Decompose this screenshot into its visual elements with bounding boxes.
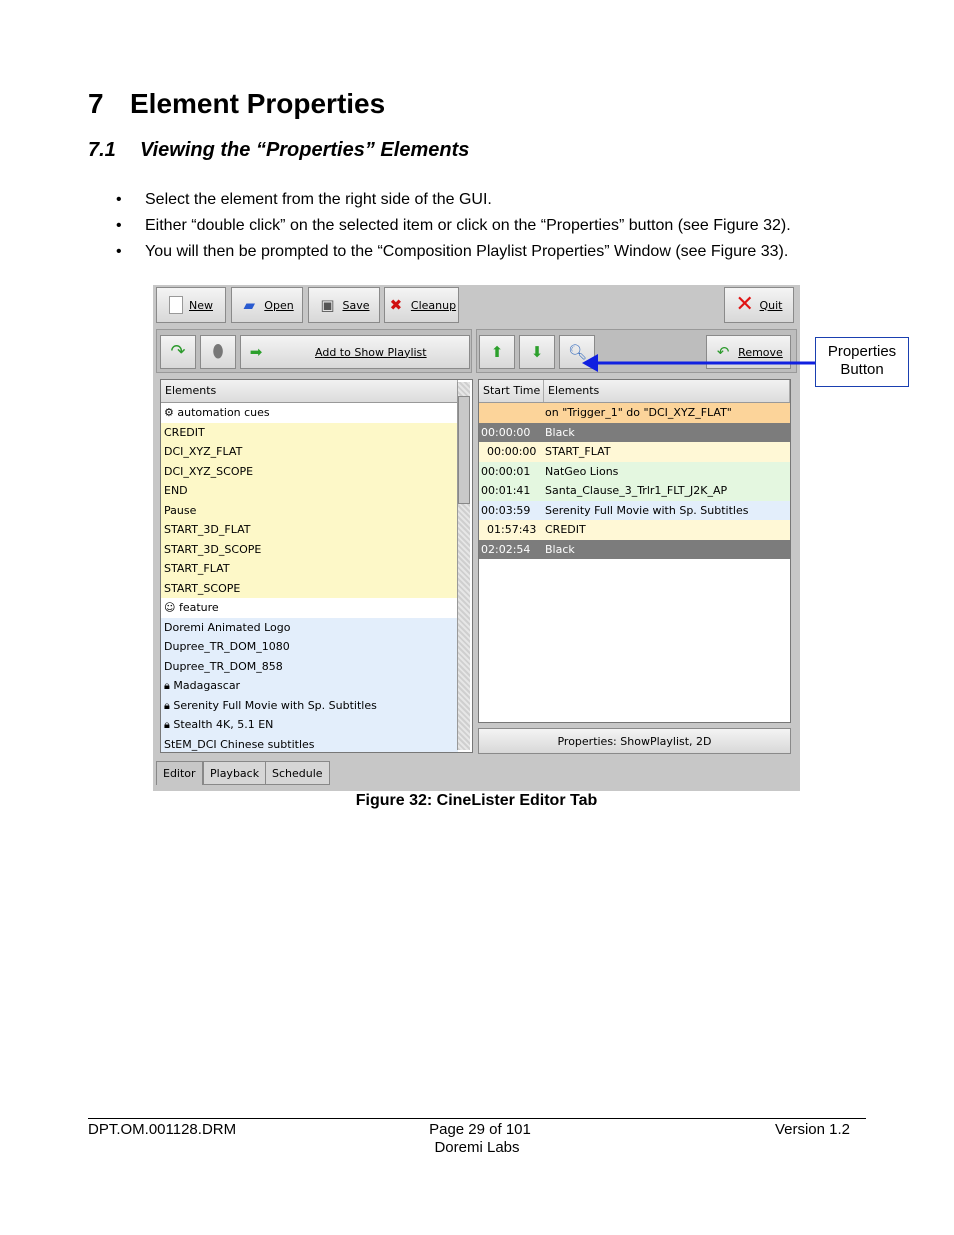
footer-page: Page 29 of 101 [429, 1121, 531, 1138]
open-button[interactable]: ▰ Open [231, 287, 303, 323]
tab-schedule[interactable]: Schedule [265, 761, 330, 785]
table-row[interactable]: 00:00:01 NatGeo Lions [479, 462, 790, 482]
properties-status-bar: Properties: ShowPlaylist, 2D [478, 728, 791, 754]
gear-icon: ⚙ [164, 406, 178, 419]
remove-button[interactable]: ↶ Remove [706, 335, 791, 369]
list-item[interactable]: Pause [161, 501, 458, 521]
instruction-list [116, 189, 791, 267]
lock-icon: 🔒︎ [164, 679, 174, 692]
list-item[interactable]: START_FLAT [161, 559, 458, 579]
subsection-number: 7.1 [88, 139, 116, 161]
list-item[interactable]: ⚙ automation cues [161, 403, 458, 423]
erase-icon: ⬮ [212, 341, 224, 362]
list-item[interactable]: DCI_XYZ_FLAT [161, 442, 458, 462]
refresh-button[interactable] [160, 335, 196, 369]
table-row[interactable]: 00:01:41 Santa_Clause_3_Trlr1_FLT_J2K_AP [479, 481, 790, 501]
save-button[interactable]: ▣ Save [308, 287, 380, 323]
list-item[interactable]: START_3D_SCOPE [161, 540, 458, 560]
move-down-button[interactable] [519, 335, 555, 369]
playlist-header: Start Time Elements [479, 380, 790, 403]
scrollbar-thumb[interactable] [458, 396, 470, 504]
cleanup-button[interactable]: ✖ Cleanup [384, 287, 459, 323]
lock-icon: 🔒︎ [164, 718, 174, 731]
remove-arrow-icon: ↶ [716, 343, 730, 361]
subsection-heading [88, 139, 469, 162]
footer-company: Doremi Labs [434, 1139, 520, 1156]
magnifier-icon: 🔍︎ [568, 343, 588, 361]
list-item[interactable]: 🔒︎ Madagascar [161, 676, 458, 696]
open-folder-icon: ▰ [243, 296, 256, 314]
list-item[interactable]: END [161, 481, 458, 501]
footer-doc-id: DPT.OM.001128.DRM [88, 1121, 237, 1138]
quit-button[interactable]: ✕ Quit [724, 287, 794, 323]
tab-editor[interactable]: Editor [156, 761, 203, 785]
section-heading [88, 88, 385, 120]
bullet-item: • Select the element from the right side of the GUI. [116, 189, 791, 215]
list-item[interactable]: START_3D_FLAT [161, 520, 458, 540]
list-item[interactable]: 🔒︎ Stealth 4K, 5.1 EN [161, 715, 458, 735]
table-row[interactable]: 00:03:59 Serenity Full Movie with Sp. Subtitles [479, 501, 790, 521]
elements-scrollbar[interactable] [457, 382, 470, 750]
table-row[interactable]: 00:00:00 START_FLAT [479, 442, 790, 462]
elements-list-header: Elements [161, 380, 458, 403]
footer-rule [88, 1118, 866, 1119]
section-title: Element Properties [130, 88, 386, 119]
smiley-icon: ☺ [164, 601, 179, 614]
floppy-disk-icon: ▣ [320, 296, 335, 314]
properties-callout: Properties Button [815, 337, 909, 387]
table-row[interactable]: on "Trigger_1" do "DCI_XYZ_FLAT" [479, 403, 790, 423]
lock-icon: 🔒︎ [164, 698, 174, 712]
new-document-icon [169, 296, 183, 314]
cleanup-elements-button[interactable] [200, 335, 236, 369]
cleanup-icon: ✖ [389, 296, 403, 314]
section-number: 7 [88, 88, 104, 119]
up-arrow-icon: ⬆ [490, 343, 504, 361]
show-playlist-list [478, 379, 791, 723]
add-to-show-playlist-button[interactable]: ➡ Add to Show Playlist [240, 335, 470, 369]
list-item[interactable]: Doremi Animated Logo [161, 618, 458, 638]
list-item[interactable]: Dupree_TR_DOM_858 [161, 657, 458, 677]
elements-list [160, 379, 473, 753]
figure-caption: Figure 32: CineLister Editor Tab [355, 792, 598, 809]
refresh-arrow-icon: ↷ [170, 341, 186, 362]
list-item[interactable]: START_SCOPE [161, 579, 458, 599]
quit-x-icon: ✕ [735, 292, 754, 317]
table-row[interactable]: 00:00:00 Black [479, 423, 790, 443]
tab-playback[interactable]: Playback [203, 761, 266, 785]
list-item[interactable]: 🔒︎ Serenity Full Movie with Sp. Subtitles [161, 696, 458, 716]
bullet-item: • Either “double click” on the selected item or click on the “Properties” button (see Figure 32). [116, 215, 791, 241]
footer-version: Version 1.2 [774, 1121, 850, 1138]
table-row[interactable]: 01:57:43 CREDIT [479, 520, 790, 540]
subsection-title: Viewing the “Properties” Elements [140, 139, 470, 161]
list-item[interactable]: Dupree_TR_DOM_1080 [161, 637, 458, 657]
list-item[interactable]: StEM_DCI Chinese subtitles [161, 735, 458, 754]
callout-arrow [580, 350, 820, 376]
down-arrow-icon: ⬇ [530, 343, 544, 361]
right-arrow-icon: ➡ [249, 343, 263, 361]
list-item[interactable]: CREDIT [161, 423, 458, 443]
list-item[interactable]: DCI_XYZ_SCOPE [161, 462, 458, 482]
list-item[interactable]: ☺ feature [161, 598, 458, 618]
table-row[interactable]: 02:02:54 Black [479, 540, 790, 560]
move-up-button[interactable] [479, 335, 515, 369]
new-button[interactable]: New [156, 287, 226, 323]
bullet-item: • You will then be prompted to the “Composition Playlist Properties” Window (see Figure 33). [116, 241, 791, 267]
